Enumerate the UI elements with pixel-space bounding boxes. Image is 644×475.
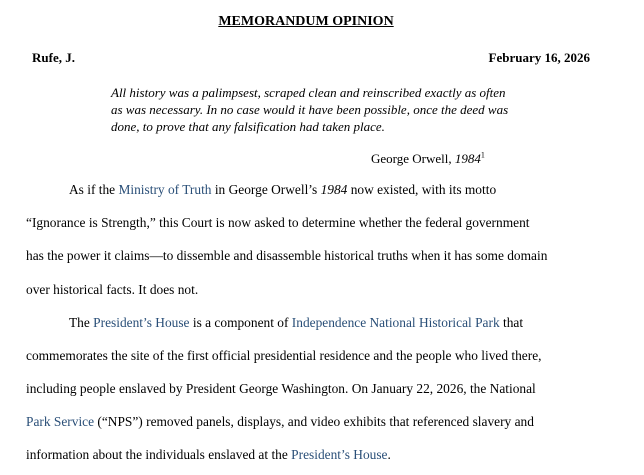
text-span: The <box>69 315 94 330</box>
paragraph-1-line-2: “Ignorance is Strength,” this Court is now asked to determine whether the federal government <box>26 215 530 230</box>
text-span: (“NPS”) removed panels, displays, and video exhibits that referenced slavery and <box>94 414 534 429</box>
presidents-house-link[interactable]: President’s House <box>93 315 190 330</box>
paragraph-1-line-4: over historical facts. It does not. <box>26 282 199 297</box>
opinion-date: February 16, 2026 <box>488 50 590 65</box>
park-service-link[interactable]: Park Service <box>26 414 95 429</box>
independence-park-link[interactable]: Independence National Historical Park <box>291 315 500 330</box>
paragraph-2-line-2: commemorates the site of the first official presidential residence and the people who lived there, <box>26 348 542 363</box>
text-span: information about the individuals enslaved at the <box>26 447 292 462</box>
document-title: MEMORANDUM OPINION <box>218 14 394 29</box>
text-span: that <box>499 315 524 330</box>
text-span: As if the <box>69 182 119 197</box>
text-span: in George Orwell’s <box>211 182 321 197</box>
paragraph-2-line-5 <box>26 447 391 463</box>
text-span: now existed, with its motto <box>347 182 497 197</box>
ministry-of-truth-link[interactable]: Ministry of Truth <box>118 182 212 197</box>
epigraph-author: George Orwell, <box>371 151 455 166</box>
text-span: is a component of <box>189 315 292 330</box>
paragraph-2-line-4 <box>26 414 534 430</box>
presidents-house-link[interactable]: President’s House <box>291 447 388 462</box>
paragraph-1-line-3: has the power it claims—to dissemble and disassemble historical truths when it has some domain <box>26 248 548 263</box>
paragraph-2-line-1 <box>69 315 523 331</box>
judge-name: Rufe, J. <box>32 50 75 65</box>
epigraph-work: 1984 <box>454 151 481 166</box>
footnote-marker[interactable]: 1 <box>480 150 485 160</box>
book-title: 1984 <box>320 182 348 197</box>
paragraph-1-line-1 <box>69 182 496 198</box>
epigraph-attribution <box>371 151 485 167</box>
paragraph-2-line-3: including people enslaved by President George Washington. On January 22, 2026, the National <box>26 381 536 396</box>
text-span: . <box>387 447 391 462</box>
epigraph-quote: All history was a palimpsest, scraped clean and reinscribed exactly as often as was necessary. In no case would it have been possible, once the deed was done, to prove that any falsification had taken place. <box>111 85 509 134</box>
